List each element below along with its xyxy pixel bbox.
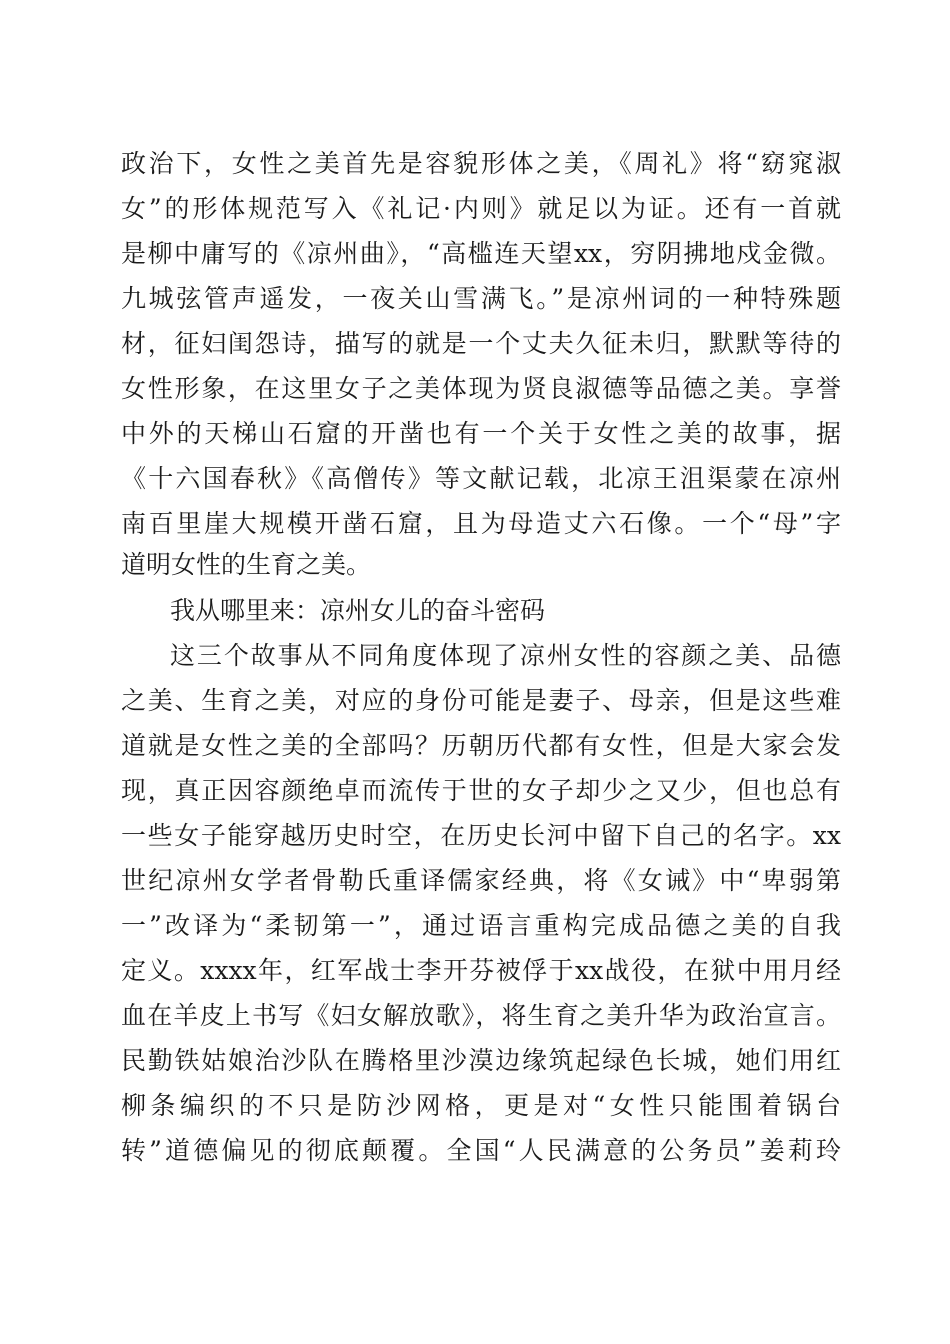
body-text-line: 一”改译为“柔韧第一”，通过语言重构完成品德之美的自我: [121, 911, 841, 940]
body-text-line: 九城弦管声遥发，一夜关山雪满飞。”是凉州词的一种特殊题: [121, 284, 841, 313]
body-text-line: 现，真正因容颜绝卓而流传于世的女子却少之又少，但也总有: [121, 776, 841, 805]
body-text-line: 是柳中庸写的《凉州曲》，“高槛连天望xx，穷阴拂地戍金微。: [121, 239, 841, 268]
body-text-line: 材，征妇闺怨诗，描写的就是一个丈夫久征未归，默默等待的: [121, 329, 841, 358]
body-text-line: 南百里崖大规模开凿石窟，且为母造丈六石像。一个“母”字: [121, 509, 841, 538]
body-text-line: 民勤铁姑娘治沙队在腾格里沙漠边缘筑起绿色长城，她们用红: [121, 1046, 841, 1075]
body-text-line: 女”的形体规范写入《礼记·内则》就足以为证。还有一首就: [121, 194, 841, 223]
body-text-line: 道明女性的生育之美。: [121, 550, 372, 579]
body-text-line: 女性形象，在这里女子之美体现为贤良淑德等品德之美。享誉: [121, 374, 841, 403]
body-text-line: 中外的天梯山石窟的开凿也有一个关于女性之美的故事，据: [121, 419, 841, 448]
body-text-line: 这三个故事从不同角度体现了凉州女性的容颜之美、品德: [170, 641, 841, 670]
body-text-line: 转”道德偏见的彻底颠覆。全国“人民满意的公务员”姜莉玲: [121, 1136, 841, 1165]
section-heading: 我从哪里来：凉州女儿的奋斗密码: [170, 596, 546, 625]
body-text-line: 政治下，女性之美首先是容貌形体之美，《周礼》将“窈窕淑: [121, 149, 841, 178]
body-text-line: 血在羊皮上书写《妇女解放歌》，将生育之美升华为政治宣言。: [121, 1001, 841, 1030]
body-text-line: 世纪凉州女学者骨勒氏重译儒家经典，将《女诫》中“卑弱第: [121, 866, 841, 895]
body-text-line: 柳条编织的不只是防沙网格，更是对“女性只能围着锅台: [121, 1091, 841, 1120]
body-text-line: 《十六国春秋》《高僧传》等文献记载，北凉王沮渠蒙在凉州: [121, 464, 841, 493]
body-text-line: 之美、生育之美，对应的身份可能是妻子、母亲，但是这些难: [121, 686, 841, 715]
body-text-line: 定义。xxxx年，红军战士李开芬被俘于xx战役，在狱中用月经: [121, 956, 841, 985]
body-text-line: 道就是女性之美的全部吗？历朝历代都有女性，但是大家会发: [121, 731, 841, 760]
body-text-line: 一些女子能穿越历史时空，在历史长河中留下自己的名字。xx: [121, 821, 841, 850]
